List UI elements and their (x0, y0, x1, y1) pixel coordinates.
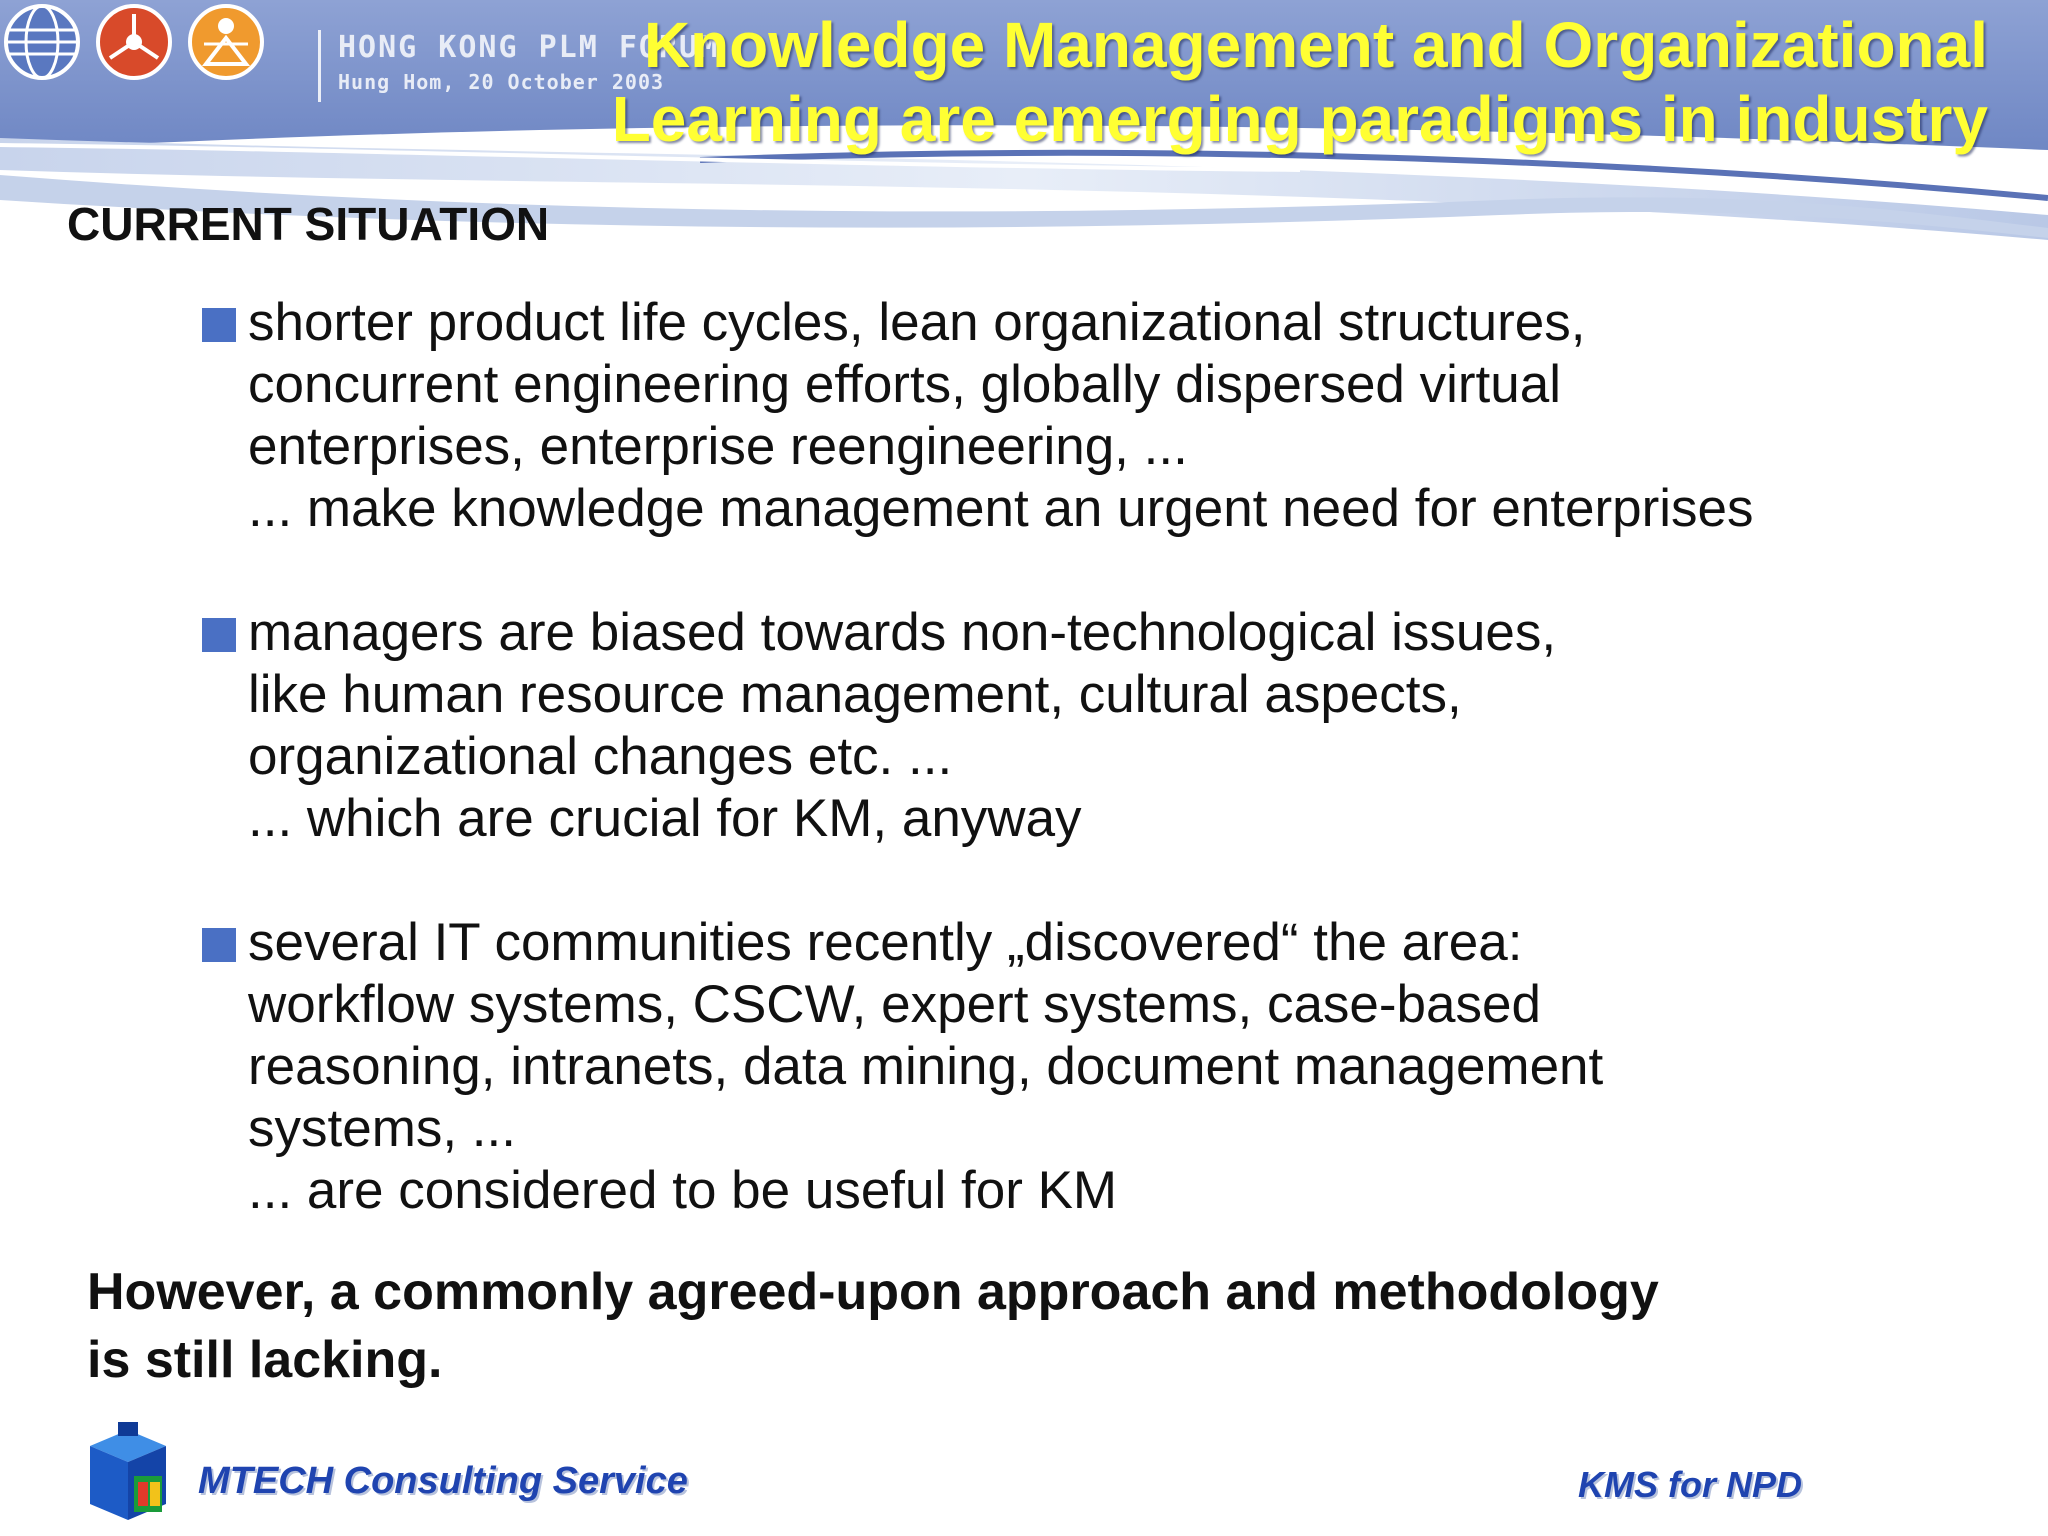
bullet-item-3 (200, 912, 1960, 1222)
bullet-line: shorter product life cycles, lean organizational structures, (248, 293, 1586, 352)
bullet-square-icon (202, 308, 236, 342)
conclusion-text (87, 1258, 1659, 1394)
bullet-line: several IT communities recently „discovered“ the area: (248, 913, 1523, 972)
bullet-line: reasoning, intranets, data mining, document management (248, 1037, 1604, 1096)
bullet-item-1 (200, 292, 1960, 540)
bullet-line: managers are biased towards non-technological issues, (248, 603, 1557, 662)
globe-icon (6, 6, 78, 78)
bullet-line: organizational changes etc. ... (248, 727, 953, 786)
footer-company: MTECH Consulting Service (198, 1460, 688, 1502)
bullet-square-icon (202, 618, 236, 652)
bullet-line: enterprises, enterprise reengineering, ... (248, 417, 1188, 476)
bullet-line: like human resource management, cultural aspects, (248, 665, 1462, 724)
figure-icon (190, 6, 262, 78)
bullet-line: workflow systems, CSCW, expert systems, case-based (248, 975, 1541, 1034)
bullet-line: concurrent engineering efforts, globally dispersed virtual (248, 355, 1561, 414)
header-divider (318, 30, 321, 102)
bullet-item-2 (200, 602, 1960, 850)
network-icon (98, 6, 170, 78)
forum-logos (0, 0, 270, 84)
slide-title (428, 8, 1988, 156)
section-heading: CURRENT SITUATION (67, 198, 550, 250)
bullet-line: ... which are crucial for KM, anyway (248, 789, 1082, 848)
bullet-line: systems, ... (248, 1099, 516, 1158)
slide-title-line-2: Learning are emerging paradigms in industry (611, 83, 1988, 155)
bullet-list (200, 292, 1960, 1222)
forum-date: Hung Hom, 20 October 2003 (338, 70, 665, 94)
slide-title-line-1: Knowledge Management and Organizational (643, 9, 1988, 81)
conclusion-line-1: However, a commonly agreed-upon approach and methodology (87, 1263, 1659, 1321)
mtech-cube-logo (78, 1420, 178, 1526)
bullet-square-icon (202, 928, 236, 962)
bullet-line: ... make knowledge management an urgent need for enterprises (248, 479, 1754, 538)
bullet-line: ... are considered to be useful for KM (248, 1161, 1118, 1220)
footer-tag: KMS for NPD (1578, 1464, 1802, 1505)
conclusion-line-2: is still lacking. (87, 1331, 443, 1389)
forum-name: HONG KONG PLM FORUM (338, 30, 720, 65)
